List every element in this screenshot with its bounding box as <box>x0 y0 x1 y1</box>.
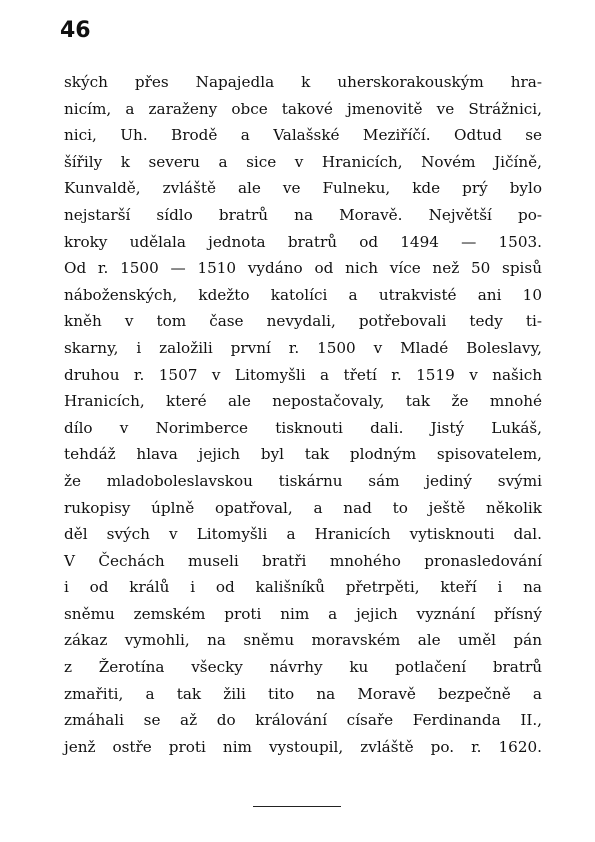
text-line: dílo v Norimberce tisknouti dali. Jistý Lukáš, <box>64 418 542 437</box>
footer-rule <box>253 806 341 807</box>
text-line: kněh v tom čase nevydali, potřebovali tedy ti- <box>64 312 542 331</box>
text-line: šířily k severu a sice v Hranicích, Novém Jičíně, <box>64 152 542 171</box>
text-line: druhou r. 1507 v Litomyšli a třetí r. 1519 v našich <box>64 365 542 384</box>
text-line: ských přes Napajedla k uherskorakouským hra- <box>64 73 542 91</box>
body-text <box>64 69 542 760</box>
text-line: nicím, a zaraženy obce takové jmenovitě ve Strážnici, <box>64 99 542 118</box>
text-line: kroky udělala jednota bratrů od 1494 — 1503. <box>64 232 542 251</box>
text-line: děl svých v Litomyšli a Hranicích vytisknouti dal. <box>64 525 542 544</box>
text-line: že mladoboleslavskou tiskárnu sám jediný svými <box>64 471 542 490</box>
text-line: jenž ostře proti nim vystoupil, zvláště po. r. 1620. <box>64 737 542 756</box>
text-line: sněmu zemském proti nim a jejich vyznání přísný <box>64 604 542 623</box>
page-number: 46 <box>60 18 91 43</box>
text-line: z Žerotína všecky návrhy ku potlačení bratrů <box>64 658 542 677</box>
text-line: Kunvaldě, zvláště ale ve Fulneku, kde prý bylo <box>64 179 542 198</box>
text-line: skarny, i založili první r. 1500 v Mladé Boleslavy, <box>64 338 542 357</box>
text-line: zmařiti, a tak žili tito na Moravě bezpečně a <box>64 684 542 703</box>
text-line: V Čechách museli bratři mnohého pronasledování <box>64 551 542 570</box>
text-line: Od r. 1500 — 1510 vydáno od nich více než 50 spisů <box>64 259 542 278</box>
text-line: zmáhali se až do králování císaře Ferdinanda II., <box>64 711 542 730</box>
text-line: nici, Uh. Brodě a Valašské Meziříčí. Odtud se <box>64 126 542 145</box>
text-line: náboženských, kdežto katolíci a utrakvisté ani 10 <box>64 285 542 304</box>
text-line: tehdáž hlava jejich byl tak plodným spisovatelem, <box>64 445 542 464</box>
text-line: rukopisy úplně opatřoval, a nad to ještě několik <box>64 498 542 517</box>
text-line: nejstarší sídlo bratrů na Moravě. Největší po- <box>64 205 542 224</box>
text-line: Hranicích, které ale nepostačovaly, tak že mnohé <box>64 392 542 411</box>
text-line: i od králů i od kališníků přetrpěti, kteří i na <box>64 578 542 597</box>
text-line: zákaz vymohli, na sněmu moravském ale uměl pán <box>64 631 542 650</box>
